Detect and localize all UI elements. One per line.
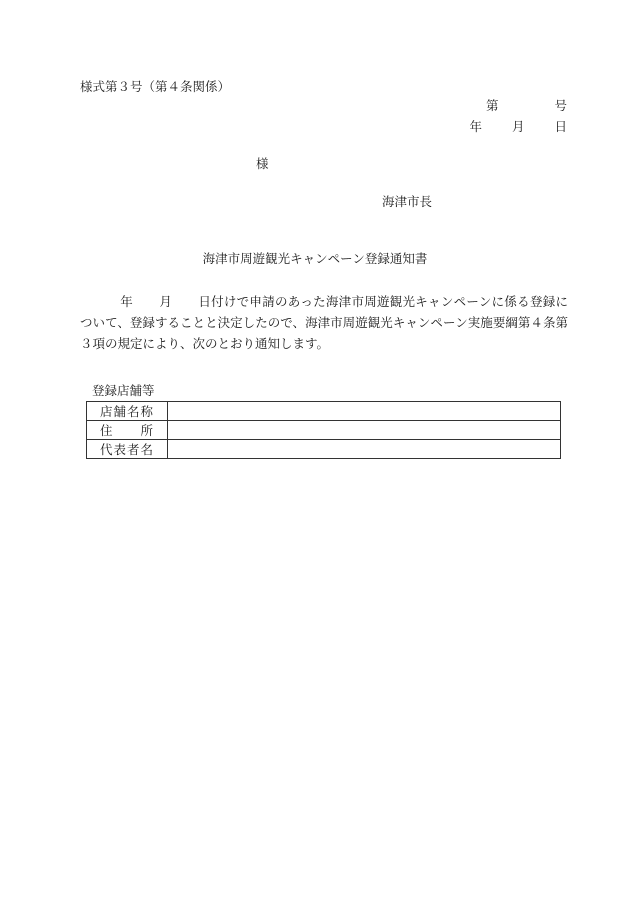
date-month: 月	[511, 119, 525, 134]
addressee-suffix: 様	[256, 156, 269, 171]
table-value	[168, 421, 561, 440]
table-label: 店舗名称	[87, 402, 168, 421]
table-row	[87, 421, 561, 440]
section-heading: 登録店舗等	[92, 383, 155, 398]
body-paragraph	[80, 291, 568, 354]
body-month: 月	[159, 294, 173, 309]
document-number	[486, 100, 567, 113]
date-year: 年	[469, 119, 482, 134]
table-label: 代表者名	[87, 440, 168, 459]
table-label: 住 所	[87, 421, 168, 440]
document-date	[469, 121, 567, 134]
doc-number-prefix: 第	[485, 98, 499, 113]
sender-name: 海津市長	[382, 194, 433, 209]
date-day: 日	[554, 119, 567, 134]
table-value	[168, 402, 561, 421]
table-row	[87, 440, 561, 459]
registration-table	[86, 401, 561, 459]
body-year: 年	[120, 294, 134, 309]
table-row	[87, 402, 561, 421]
table-value	[168, 440, 561, 459]
form-number: 様式第３号（第４条関係）	[80, 79, 231, 94]
document-title: 海津市周遊観光キャンペーン登録通知書	[202, 251, 428, 266]
doc-number-suffix: 号	[554, 98, 567, 113]
body-text: 日付けで申請のあった海津市周遊観光キャンペーンに係る登録について、登録することと決定したので、海津市周遊観光キャンペーン実施要綱第４条第３項の規定により、次のとおり通知します。	[80, 294, 568, 351]
